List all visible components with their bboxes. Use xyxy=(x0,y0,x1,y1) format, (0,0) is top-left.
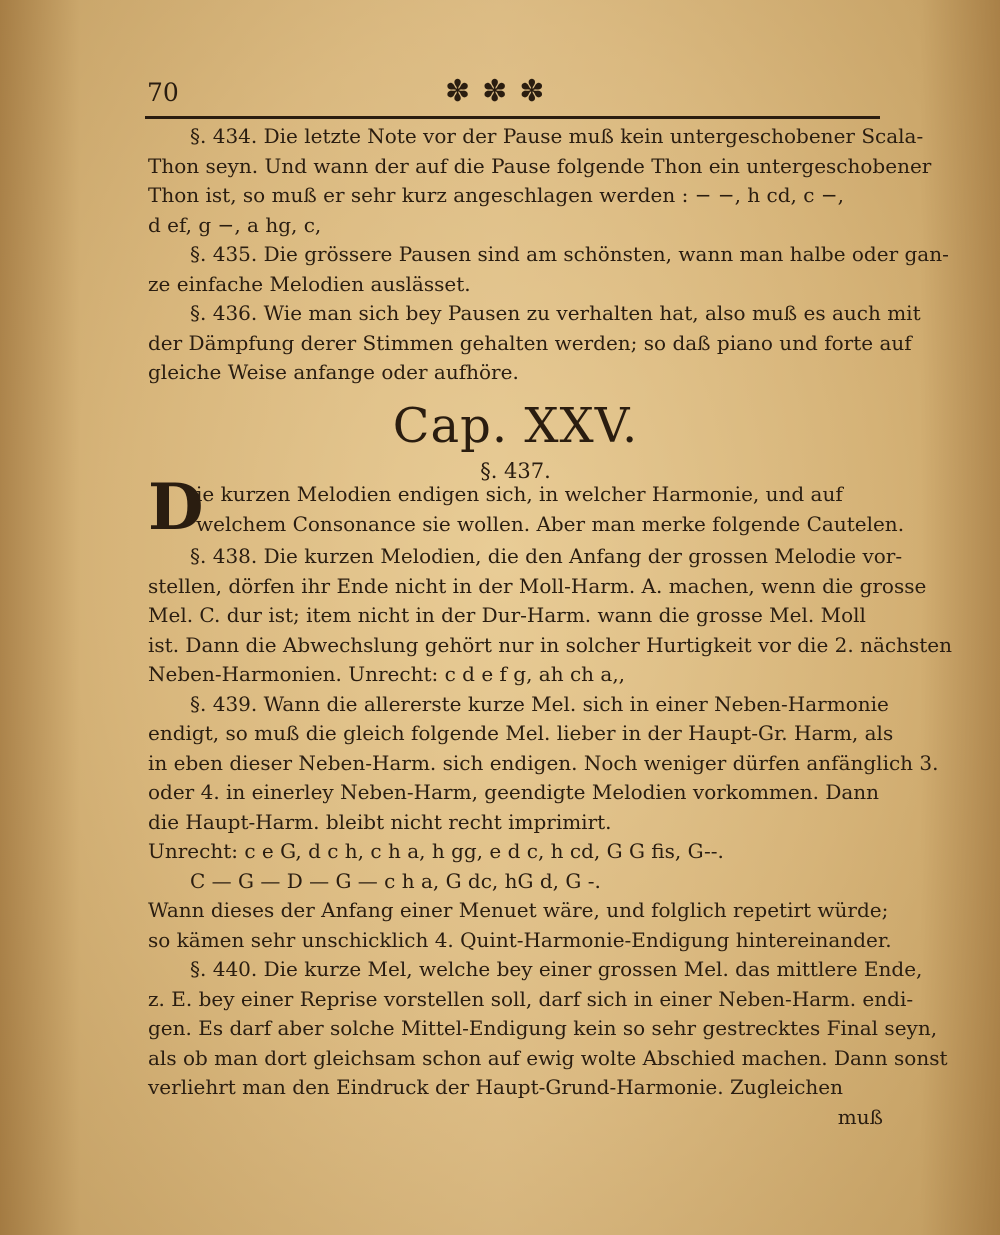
text-line: verliehrt man den Eindruck der Haupt-Grund-Harmonie. Zugleichen xyxy=(148,1075,843,1099)
text-line: oder 4. in einerley Neben-Harm, geendigte Melodien vorkommen. Dann xyxy=(148,780,880,804)
text-line: stellen, dörfen ihr Ende nicht in der Moll-Harm. A. machen, wenn die grosse xyxy=(148,573,927,598)
text-line: Unrecht: c e G, d c h, c h a, h gg, e d c, h cd, G G fis, G--. xyxy=(148,839,724,863)
text-line: so kämen sehr unschicklich 4. Quint-Harmonie-Endigung hintereinander. xyxy=(148,927,892,952)
chapter-title: Cap. XXV. xyxy=(392,398,639,454)
page-number: 70 xyxy=(147,78,179,107)
drop-cap: D xyxy=(148,470,204,545)
text-block-434-436 xyxy=(148,122,949,388)
header-rule xyxy=(145,116,880,119)
text-line: §. 436. Wie man sich bey Pausen zu verhalten hat, also muß es auch mit xyxy=(190,301,921,325)
text-line: Mel. C. dur ist; item nicht in der Dur-Harm. wann die grosse Mel. Moll xyxy=(148,603,866,627)
text-line: gleiche Weise anfange oder aufhöre. xyxy=(148,360,519,384)
text-line: C — G — D — G — c h a, G dc, hG d, G -. xyxy=(190,868,601,893)
text-block-438-440 xyxy=(148,542,952,1132)
text-line: d ef, g −, a hg, c, xyxy=(148,212,322,237)
text-line: §. 438. Die kurzen Melodien, die den Anfang der grossen Melodie vor- xyxy=(190,544,903,568)
text-line: Thon ist, so muß er sehr kurz angeschlagen werden : − −, h cd, c −, xyxy=(148,183,844,207)
catchword: muß xyxy=(837,1104,883,1129)
text-line: §. 439. Wann die allererste kurze Mel. sich in einer Neben-Harmonie xyxy=(190,691,889,716)
text-line: endigt, so muß die gleich folgende Mel. lieber in der Haupt-Gr. Harm, als xyxy=(148,721,894,745)
text-line: §. 434. Die letzte Note vor der Pause muß kein untergeschobener Scala- xyxy=(190,124,924,148)
text-line: ze einfache Melodien auslässet. xyxy=(148,271,471,296)
text-line: welchem Consonance sie wollen. Aber man merke folgende Cautelen. xyxy=(196,512,905,536)
text-line: Wann dieses der Anfang einer Menuet wäre, und folglich repetirt würde; xyxy=(148,898,889,922)
text-line: in eben dieser Neben-Harm. sich endigen. Noch weniger dürfen anfänglich 3. xyxy=(148,750,939,775)
ornament-icon: ✽✽✽ xyxy=(445,74,557,109)
text-line: der Dämpfung derer Stimmen gehalten werden; so daß piano und forte auf xyxy=(148,330,912,355)
text-line: die Haupt-Harm. bleibt nicht recht imprimirt. xyxy=(148,809,612,834)
text-line: §. 435. Die grössere Pausen sind am schönsten, wann man halbe oder gan- xyxy=(190,242,949,266)
text-line: ie kurzen Melodien endigen sich, in welcher Harmonie, und auf xyxy=(196,482,843,506)
text-line: Neben-Harmonien. Unrecht: c d e f g, ah ch a,, xyxy=(148,662,626,686)
text-line: gen. Es darf aber solche Mittel-Endigung kein so sehr gestrecktes Final seyn, xyxy=(148,1016,938,1040)
text-line: z. E. bey einer Reprise vorstellen soll, darf sich in einer Neben-Harm. endi- xyxy=(148,986,914,1011)
page-header xyxy=(145,74,880,118)
text-line: als ob man dort gleichsam schon auf ewig wolte Abschied machen. Dann sonst xyxy=(148,1045,948,1070)
text-line: §. 440. Die kurze Mel, welche bey einer grossen Mel. das mittlere Ende, xyxy=(190,957,923,981)
text-line: Thon seyn. Und wann der auf die Pause folgende Thon ein untergeschobener xyxy=(148,153,932,178)
section-number: §. 437. xyxy=(480,459,551,483)
text-line: ist. Dann die Abwechslung gehört nur in solcher Hurtigkeit vor die 2. nächsten xyxy=(148,632,952,657)
